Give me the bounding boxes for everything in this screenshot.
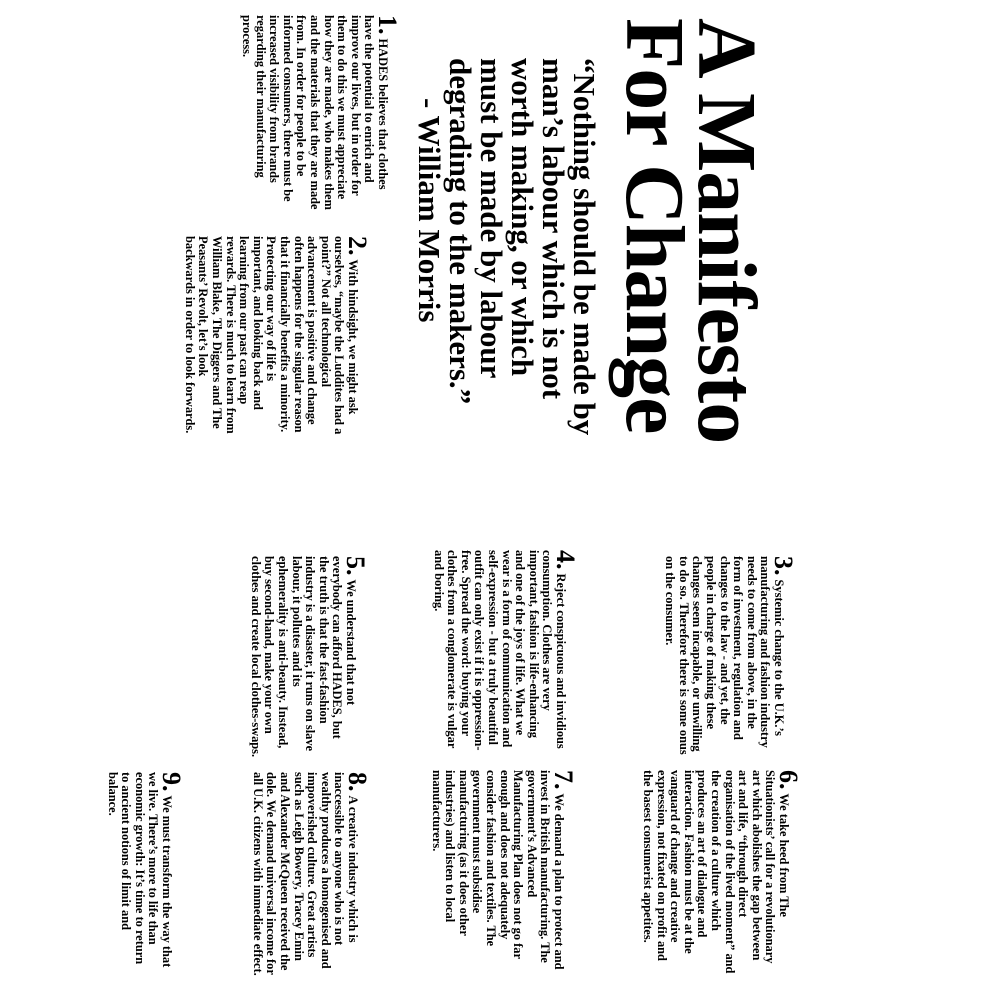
point-number: 3.	[769, 556, 798, 576]
quote-author: - William Morris	[412, 98, 447, 323]
point-text: Reject conspicuous and invidious consumption. Clothes are very important, fashion is life-enhancing and one of the joys of life. What we wear is a form of communication and self-expression - but a truly beautiful outfit can only exist if it is oppression-free. Spread the word: buying your clothes from a conglomerate is vulgar and boring.	[431, 550, 568, 751]
point-number: 7.	[549, 770, 578, 790]
point-number: 8.	[343, 772, 372, 792]
point-text: We take heed from The Situationists’ call for a revolutionary art which abolishes the gap between art and life, “through direct organisation of the lived moment” and the creation of a culture which produces an art of dialogue and interaction. Fashion must be at the vanguard of change and creative expression, not fixated on profit and the basest consumerist appetites.	[641, 770, 791, 974]
point-text: HADES believes that clothes have the potential to enrich and improve our lives, but in order for them to do this we must appreciate how they are made, who makes them and the materials that they are made from. In order for people to be informed consumers, there must be increased visibility from brands regarding their manufacturing process.	[240, 15, 390, 210]
manifesto-point-7	[429, 770, 578, 976]
point-text: A creative industry which is inaccessible to anyone who is not wealthy produces a homogenised and impoverished culture. Great artists such as Leigh Bowery, Tracey Emin and Alexander McQueen received the dole. We demand universal income for all U.K. citizens with immediate effect.	[250, 772, 360, 976]
point-text: We must transform the way that we live. There’s more to life than economic growth: It’s time to return to ancient notions of limit and balance.	[105, 772, 174, 968]
manifesto-point-8	[250, 772, 372, 980]
william-morris-quote	[414, 58, 600, 438]
point-number: 6.	[774, 770, 803, 790]
manifesto-point-2	[182, 236, 372, 436]
manifesto-point-4	[431, 550, 580, 756]
point-number: 2.	[343, 236, 372, 256]
manifesto-point-1	[239, 15, 402, 217]
point-text: With hindsight, we might ask ourselves, “maybe the Luddites had a point?” Not all technological advancement is positive and change often happens for the singular reason that it financially benefits a minority. Protecting our way of life is important, and looking back and learning from our past can reap rewards. There is much to learn from William Blake, The Diggers and The Peasants’ Revolt, let’s look backwards in order to look forwards.	[182, 236, 360, 435]
point-number: 9.	[157, 772, 186, 792]
page-title	[608, 18, 773, 444]
point-number: 5.	[341, 556, 370, 576]
manifesto-point-5	[248, 556, 370, 758]
quote-text: “Nothing should be made by man’s labour which is not worth making, or which must be made by labour degrading to the makers.”	[443, 58, 602, 436]
manifesto-point-3	[663, 556, 798, 756]
title-line-1: A Manifesto	[680, 18, 773, 444]
manifesto-point-6	[640, 770, 803, 978]
title-line-2: For Change	[608, 18, 701, 434]
point-text: We understand that not everybody can afford HADES, but the truth is that the fast-fashion industry is a disaster, it runs on slave labour, it pollutes and its ephemerality is anti-beauty. Instead, buy second-hand, make your own clothes and create local clothes-swaps.	[248, 556, 358, 758]
point-text: We demand a plan to protect and invest in British manufacturing. The government’s Advanced Manufacturing Plan does not go far enough and does not adequately consider fashion and textiles. The government must subsidise manufacturing (as it does other industries) and listen to local manufacturers.	[429, 770, 566, 970]
manifesto-point-9	[105, 772, 186, 972]
point-text: Systemic change to the U.K.’s manufacturing and fashion industry needs to come from above, in the form of investment, regulation and changes to the law - and yet, the people in charge of making these changes seem incapable, or unwilling to do so. Therefore there is some onus on the consumer.	[663, 556, 786, 755]
point-number: 4.	[551, 550, 580, 570]
point-number: 1.	[373, 15, 402, 35]
